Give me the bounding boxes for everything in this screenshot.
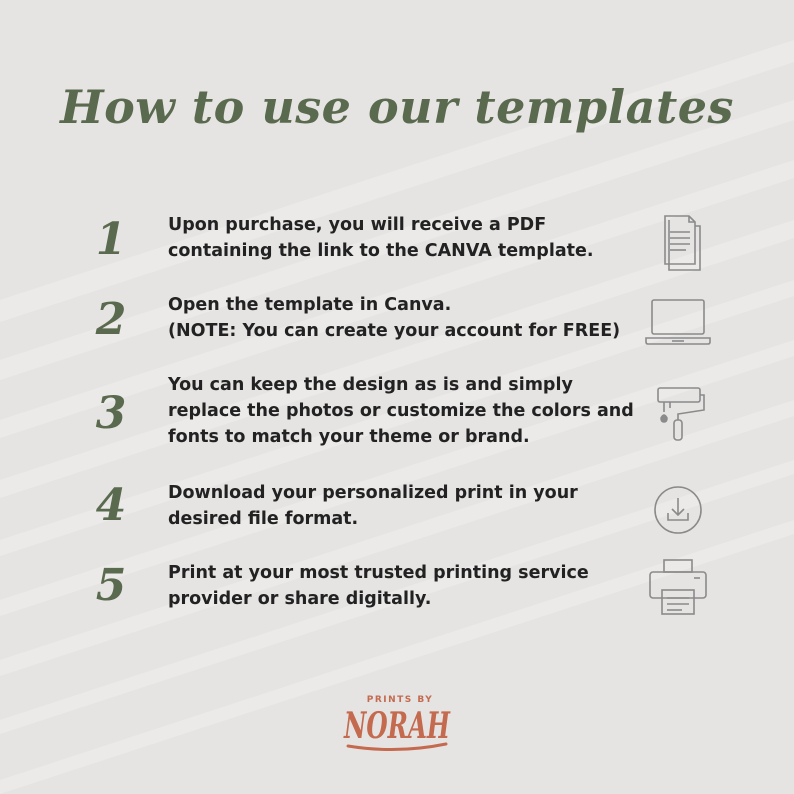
laptop-icon: [640, 294, 716, 354]
step-number: 3: [95, 388, 127, 439]
step-number: 1: [95, 214, 127, 265]
step-number: 4: [95, 480, 127, 531]
step-3: [0, 372, 794, 452]
step-description: [168, 212, 638, 264]
page-title: How to use our templates: [60, 80, 734, 134]
printer-icon: [640, 558, 716, 618]
step-description: [168, 292, 638, 344]
step-number: 5: [95, 560, 127, 611]
step-2: [0, 292, 794, 372]
document-icon: [640, 212, 716, 272]
step-line: desired file format.: [168, 509, 359, 529]
step-line: (NOTE: You can create your account for FREE): [168, 321, 621, 341]
step-description: [168, 372, 638, 450]
step-line: Upon purchase, you will receive a PDF: [168, 215, 547, 235]
step-line: provider or share digitally.: [168, 589, 432, 609]
step-line: You can keep the design as is and simply: [168, 375, 573, 395]
paint-roller-icon: [640, 382, 716, 446]
step-line: fonts to match your theme or brand.: [168, 427, 530, 447]
step-line: replace the photos or customize the colors and: [168, 401, 634, 421]
step-line: Print at your most trusted printing service: [168, 563, 589, 583]
step-line: Open the template in Canva.: [168, 295, 452, 315]
download-icon: [640, 480, 716, 540]
step-1: [0, 212, 794, 292]
step-line: Download your personalized print in your: [168, 483, 578, 503]
step-description: [168, 480, 638, 532]
step-4: [0, 478, 794, 558]
logo-prints-by: PRINTS BY: [366, 695, 434, 705]
step-line: containing the link to the CANVA template.: [168, 241, 594, 261]
brand-logo: [340, 690, 454, 754]
logo-norah: NORAH: [343, 705, 451, 747]
step-5: [0, 558, 794, 638]
step-number: 2: [95, 294, 127, 345]
step-description: [168, 560, 638, 612]
